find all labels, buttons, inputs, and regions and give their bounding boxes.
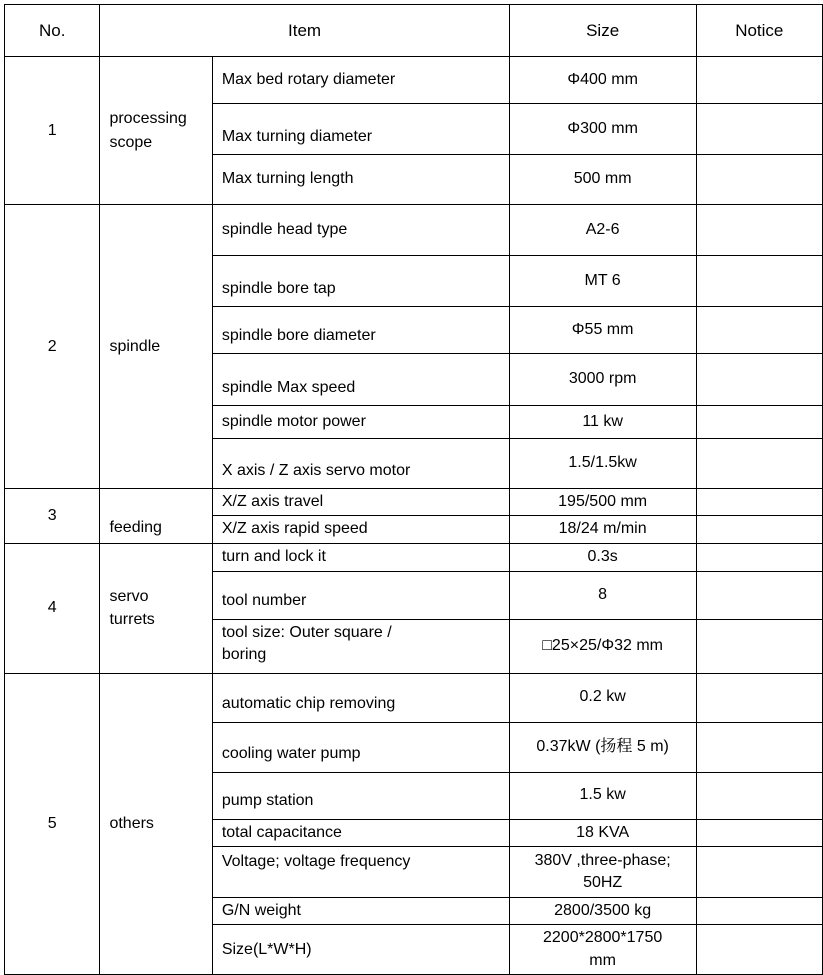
item-cell: tool size: Outer square / boring [212,619,509,673]
table-row [5,57,823,104]
section-group: spindle [100,205,212,489]
section-no: 4 [5,543,100,673]
notice-cell [696,104,822,155]
size-cell: 11 kw [509,406,696,439]
header-size: Size [509,5,696,57]
item-cell: Size(L*W*H) [212,925,509,975]
header-no: No. [5,5,100,57]
size-cell: 2200*2800*1750 mm [509,925,696,975]
size-cell: 0.3s [509,543,696,571]
item-cell: Max turning length [212,155,509,205]
notice-cell [696,543,822,571]
size-cell: 500 mm [509,155,696,205]
notice-cell [696,516,822,543]
item-cell: Voltage; voltage frequency [212,846,509,897]
notice-cell [696,155,822,205]
item-cell: spindle Max speed [212,354,509,406]
notice-cell [696,925,822,975]
section-group: processing scope [100,57,212,205]
notice-cell [696,57,822,104]
size-cell: 2800/3500 kg [509,897,696,924]
item-cell: total capacitance [212,819,509,846]
notice-cell [696,489,822,516]
item-cell: Max turning diameter [212,104,509,155]
header-notice: Notice [696,5,822,57]
notice-cell [696,772,822,819]
section-group: others [100,673,212,975]
table-row [5,489,823,516]
notice-cell [696,307,822,354]
item-cell: Max bed rotary diameter [212,57,509,104]
item-cell: spindle motor power [212,406,509,439]
size-cell: 8 [509,571,696,619]
item-cell: spindle bore diameter [212,307,509,354]
size-cell: 195/500 mm [509,489,696,516]
size-cell: 380V ,three-phase; 50HZ [509,846,696,897]
item-cell: X/Z axis travel [212,489,509,516]
section-group: feeding [100,489,212,544]
table-row [5,205,823,256]
notice-cell [696,205,822,256]
section-no: 3 [5,489,100,544]
item-cell: tool number [212,571,509,619]
section-no: 1 [5,57,100,205]
table-header-row [5,5,823,57]
size-cell: 18 KVA [509,819,696,846]
table-row [5,673,823,722]
size-cell: 0.37kW (扬程 5 m) [509,722,696,772]
notice-cell [696,722,822,772]
item-cell: spindle head type [212,205,509,256]
notice-cell [696,439,822,489]
size-cell: MT 6 [509,256,696,307]
notice-cell [696,897,822,924]
table-row [5,543,823,571]
size-cell: □25×25/Φ32 mm [509,619,696,673]
size-cell: 1.5/1.5kw [509,439,696,489]
notice-cell [696,406,822,439]
header-item: Item [100,5,509,57]
item-cell: X axis / Z axis servo motor [212,439,509,489]
notice-cell [696,619,822,673]
notice-cell [696,846,822,897]
item-cell: X/Z axis rapid speed [212,516,509,543]
notice-cell [696,256,822,307]
spec-table [4,4,823,975]
section-no: 5 [5,673,100,975]
size-cell: Φ300 mm [509,104,696,155]
notice-cell [696,819,822,846]
size-cell: Φ55 mm [509,307,696,354]
item-cell: turn and lock it [212,543,509,571]
section-no: 2 [5,205,100,489]
section-group: servo turrets [100,543,212,673]
item-cell: automatic chip removing [212,673,509,722]
size-cell: 3000 rpm [509,354,696,406]
size-cell: 18/24 m/min [509,516,696,543]
item-cell: pump station [212,772,509,819]
notice-cell [696,673,822,722]
item-cell: spindle bore tap [212,256,509,307]
size-cell: 1.5 kw [509,772,696,819]
size-cell: Φ400 mm [509,57,696,104]
item-cell: G/N weight [212,897,509,924]
item-cell: cooling water pump [212,722,509,772]
size-cell: A2-6 [509,205,696,256]
size-cell: 0.2 kw [509,673,696,722]
notice-cell [696,571,822,619]
notice-cell [696,354,822,406]
